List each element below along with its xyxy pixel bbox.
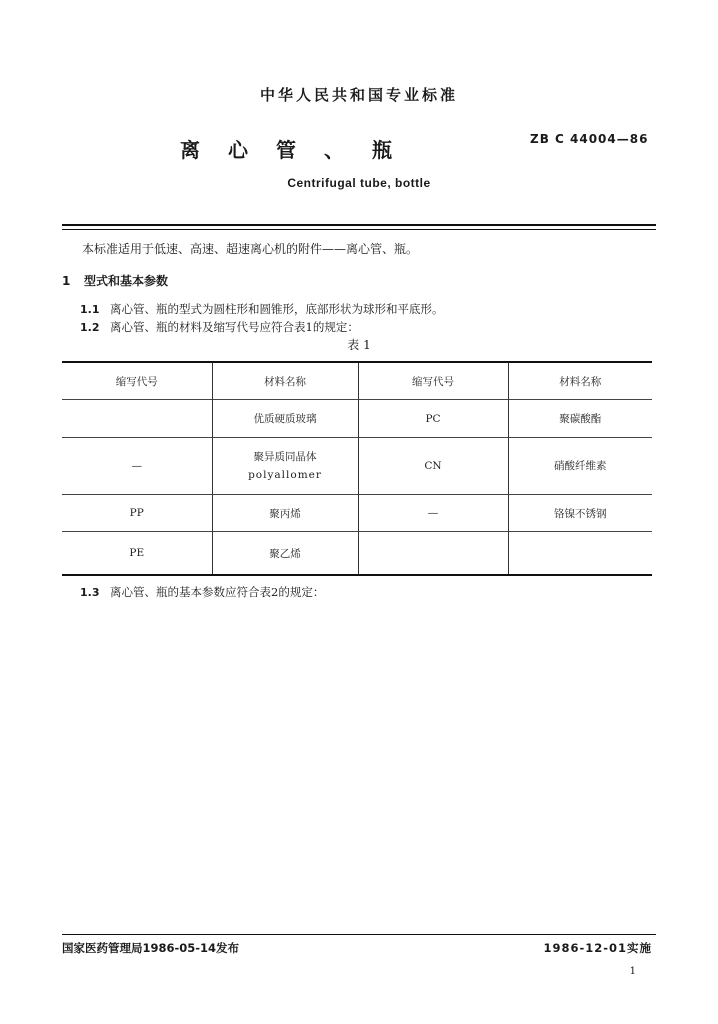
table-row	[62, 438, 652, 495]
material-name-en: polyallomer	[248, 469, 322, 481]
section-number: 1	[62, 274, 71, 288]
table-cell: CN	[358, 438, 508, 495]
table-cell	[358, 532, 508, 576]
table-row	[62, 400, 652, 438]
table-cell: 硝酸纤维素	[554, 460, 607, 472]
page-number: 1	[629, 966, 636, 977]
table-cell: 聚碳酸酯	[559, 413, 602, 425]
material-name-cn: 聚异质同晶体	[253, 451, 317, 463]
table-cell: 聚丙烯	[212, 495, 358, 532]
header-cell: 缩写代号	[62, 362, 212, 400]
clause-text: 离心管、瓶的基本参数应符合表2的规定：	[110, 585, 325, 599]
document-title-cn: 离心管、瓶	[180, 138, 420, 162]
table-cell: 聚乙烯	[212, 532, 358, 576]
effective-date: 1986-12-01实施	[543, 941, 652, 955]
materials-table	[62, 361, 652, 576]
table-row	[62, 532, 652, 576]
table-cell: PE	[62, 532, 212, 576]
header-cell: 材料名称	[212, 362, 358, 400]
table-1-caption: 表 1	[347, 338, 371, 352]
clause-number: 1.3	[80, 586, 100, 599]
table-cell: 优质硬质玻璃	[212, 400, 358, 438]
clause-1-3	[80, 584, 324, 600]
table-cell: 铬镍不锈钢	[554, 507, 607, 520]
header-cell: 缩写代号	[358, 362, 508, 400]
standard-code: ZB C 44004—86	[530, 132, 649, 146]
clause-number: 1.2	[80, 321, 100, 334]
clause-1-2	[80, 319, 359, 335]
table-row	[62, 495, 652, 532]
table-cell	[62, 400, 212, 438]
table-header-row	[62, 362, 652, 400]
clause-number: 1.1	[80, 303, 100, 316]
table-cell: —	[358, 495, 508, 532]
section-title: 型式和基本参数	[84, 274, 169, 288]
document-title-en: Centrifugal tube, bottle	[287, 176, 431, 190]
header-cell: 材料名称	[559, 375, 602, 388]
table-cell: PC	[358, 400, 508, 438]
table-cell	[212, 438, 358, 495]
table-cell: —	[62, 438, 212, 495]
footer-rule	[62, 934, 656, 935]
clause-text: 离心管、瓶的材料及缩写代号应符合表1的规定：	[110, 320, 359, 334]
clause-1-1	[80, 301, 444, 317]
table-cell: PP	[62, 495, 212, 532]
intro-paragraph: 本标准适用于低速、高速、超速离心机的附件——离心管、瓶。	[82, 242, 419, 256]
issuing-org-heading: 中华人民共和国专业标准	[259, 86, 458, 104]
header-rule-thin	[62, 229, 656, 230]
section-1-heading	[62, 272, 168, 289]
table-cell	[508, 532, 652, 576]
clause-text: 离心管、瓶的型式为圆柱形和圆锥形，底部形状为球形和平底形。	[110, 302, 444, 316]
issue-date: 国家医药管理局1986-05-14发布	[62, 941, 240, 955]
header-rule-thick	[62, 224, 656, 226]
